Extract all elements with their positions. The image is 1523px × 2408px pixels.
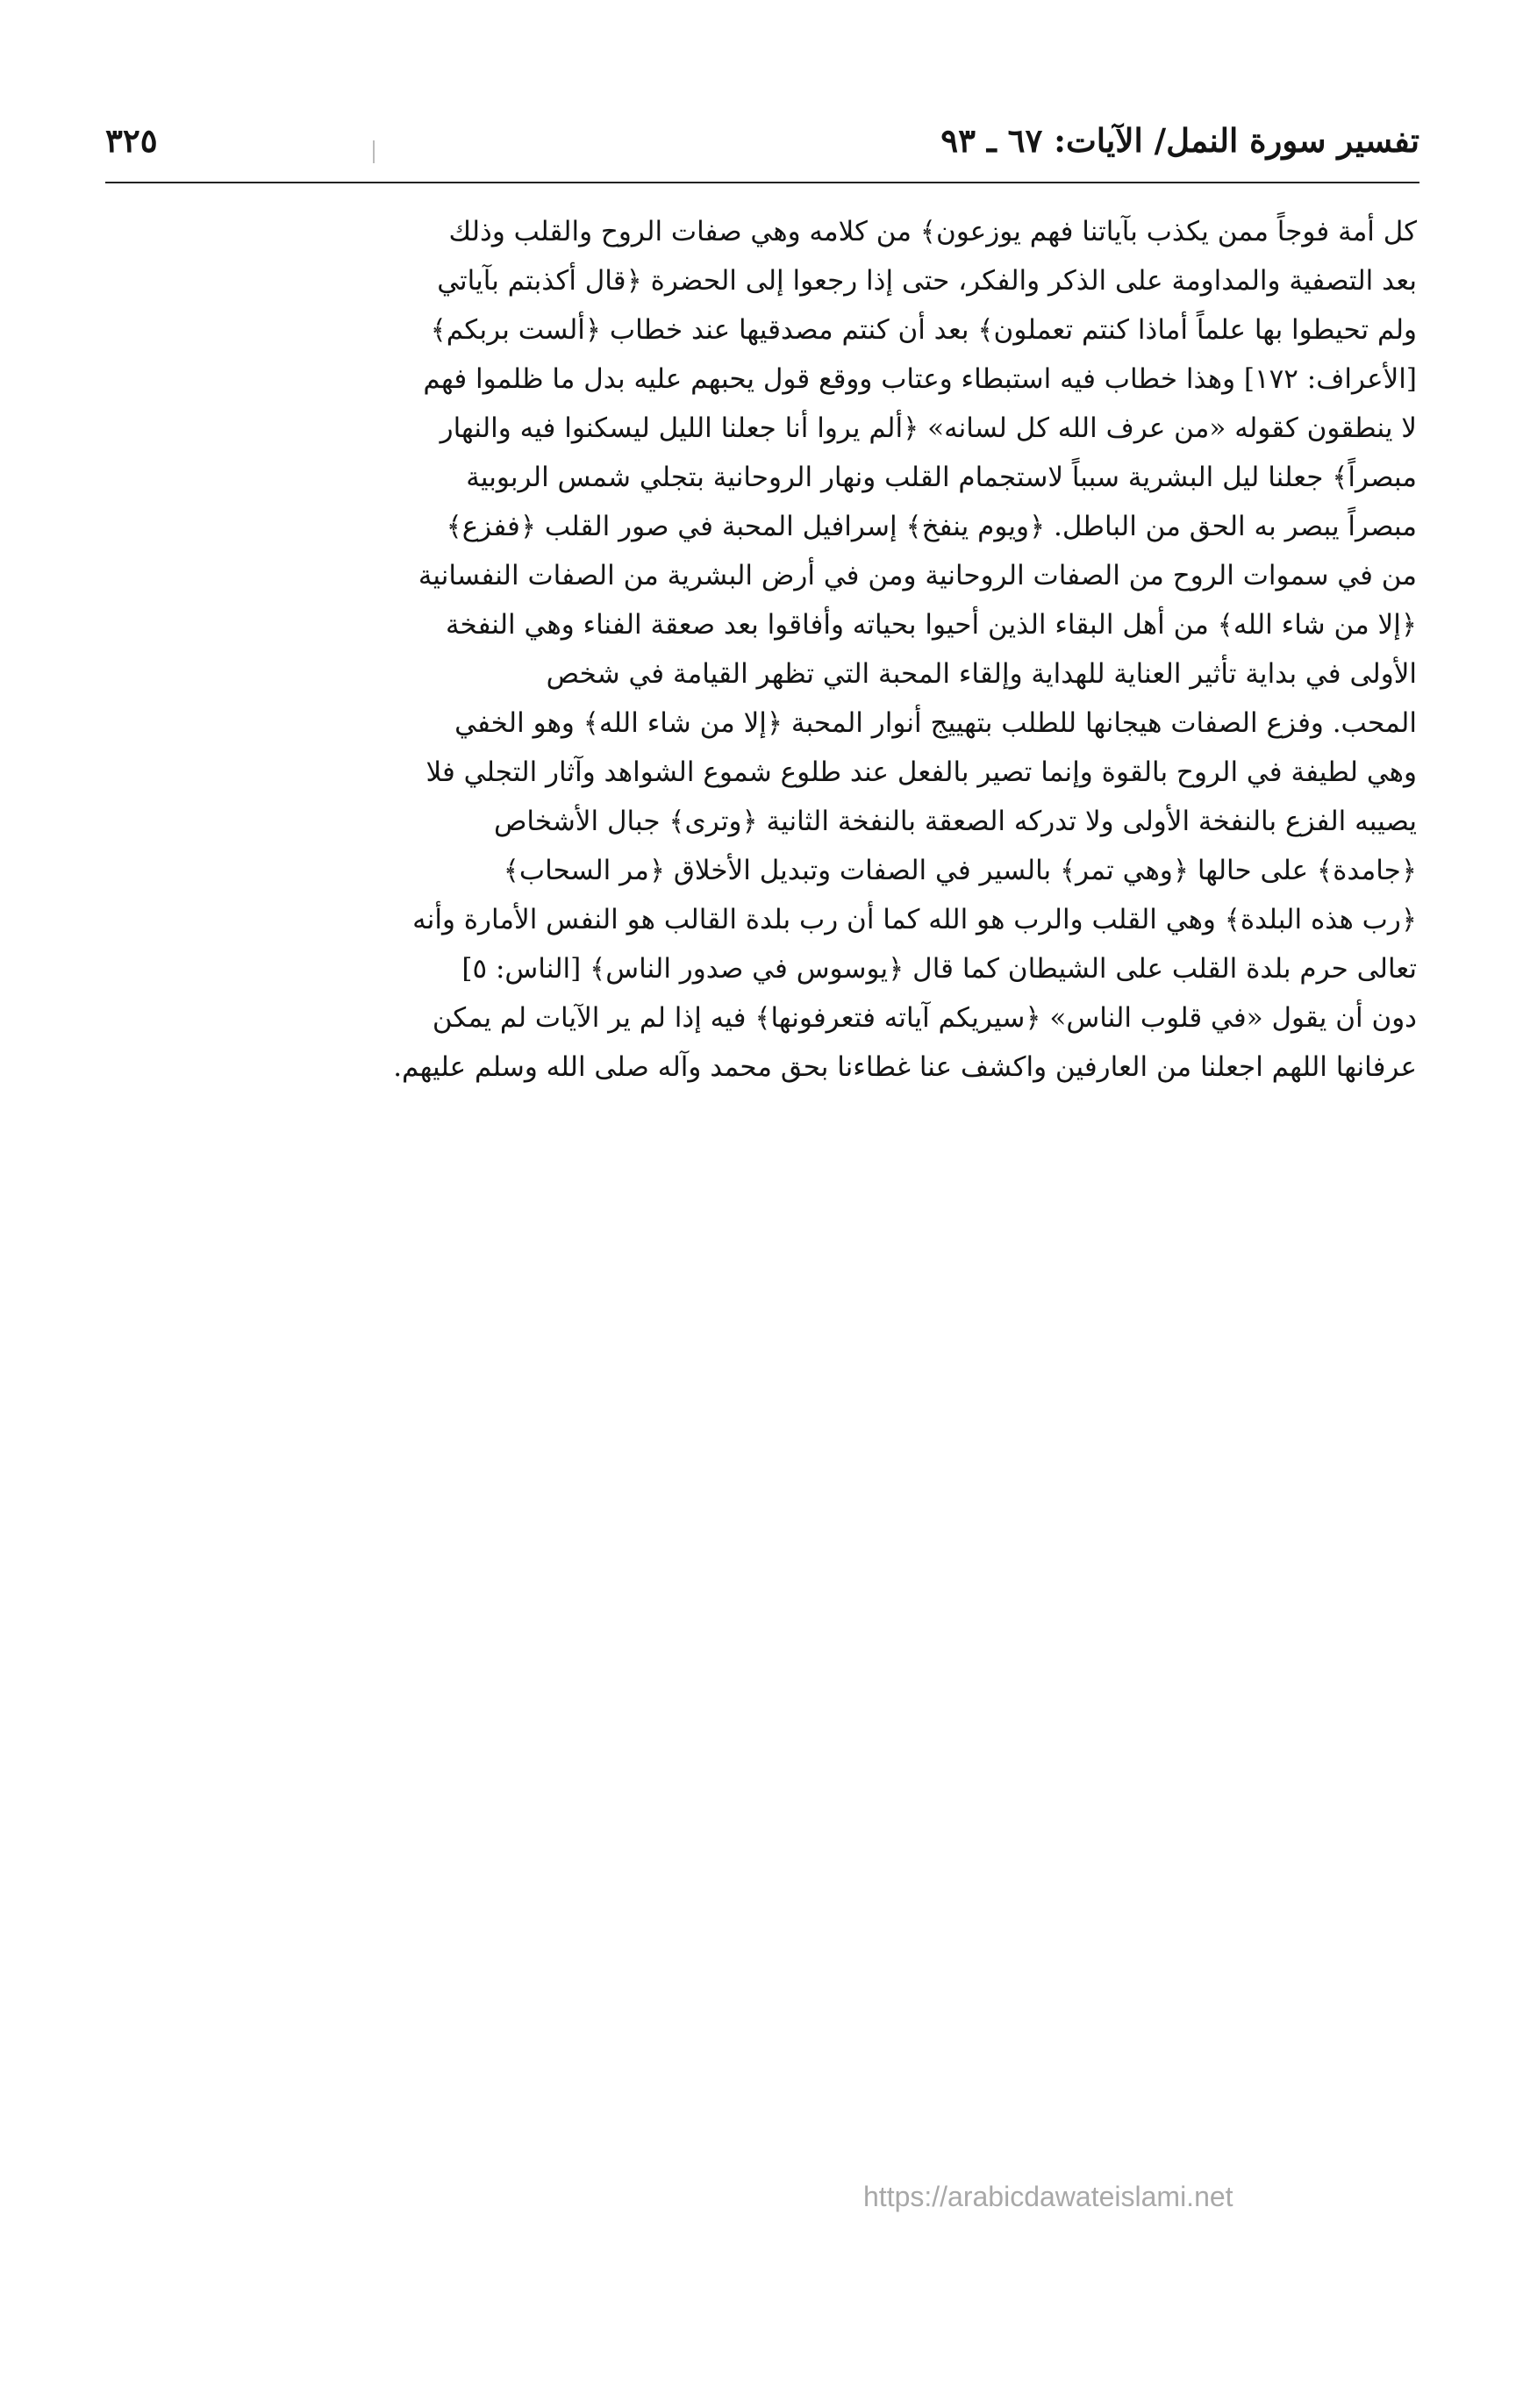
page-header xyxy=(105,105,1419,184)
text-line: يصيبه الفزع بالنفخة الأولى ولا تدركه الصعقة بالنفخة الثانية ﴿وترى﴾ جبال الأشخاص xyxy=(493,806,1417,837)
text-line: ﴿رب هذه البلدة﴾ وهي القلب والرب هو الله كما أن رب بلدة القالب هو النفس الأمارة وأنه xyxy=(412,904,1417,935)
text-line: كل أمة فوجاً ممن يكذب بآياتنا فهم يوزعون﴾ من كلامه وهي صفات الروح والقلب وذلك xyxy=(448,216,1417,247)
header-divider xyxy=(105,182,1419,183)
text-line: ﴿إلا من شاء الله﴾ من أهل البقاء الذين أحيوا بحياته وأفاقوا بعد صعقة الفناء وهي النفخة xyxy=(445,609,1417,641)
text-line: [الأعراف: ١٧٢] وهذا خطاب فيه استبطاء وعتاب ووقع قول يحبهم عليه بدل ما ظلموا فهم xyxy=(423,363,1417,395)
page-number: ٣٢٥ xyxy=(105,121,158,160)
text-line: تعالى حرم بلدة القلب على الشيطان كما قال ﴿يوسوس في صدور الناس﴾ [الناس: ٥] xyxy=(461,953,1417,985)
text-line: بعد التصفية والمداومة على الذكر والفكر، حتى إذا رجعوا إلى الحضرة ﴿قال أكذبتم بآياتي xyxy=(437,265,1417,297)
text-line: من في سموات الروح من الصفات الروحانية ومن في أرض البشرية من الصفات النفسانية xyxy=(418,560,1417,591)
watermark-url: https://arabicdawateislami.net xyxy=(863,2181,1233,2212)
text-line: وهي لطيفة في الروح بالقوة وإنما تصير بالفعل عند طلوع شموع الشواهد وآثار التجلي فلا xyxy=(425,756,1417,788)
text-line: المحب. وفزع الصفات هيجانها للطلب بتهييج أنوار المحبة ﴿إلا من شاء الله﴾ وهو الخفي xyxy=(454,707,1417,739)
body-text xyxy=(110,207,1417,1092)
text-line: مبصراً﴾ جعلنا ليل البشرية سبباً لاستجمام القلب ونهار الروحانية بتجلي شمس الربوبية xyxy=(466,462,1417,493)
text-line: عرفانها اللهم اجعلنا من العارفين واكشف عنا غطاءنا بحق محمد وآله صلى الله وسلم عليهم. xyxy=(393,1051,1417,1083)
text-line: لا ينطقون كقوله «من عرف الله كل لسانه» ﴿ألم يروا أنا جعلنا الليل ليسكنوا فيه والنهار xyxy=(440,412,1417,444)
running-title: تفسير سورة النمل/ الآيات: ٦٧ ـ ٩٣ xyxy=(940,121,1419,160)
text-line: دون أن يقول «في قلوب الناس» ﴿سيريكم آياته فتعرفونها﴾ فيه إذا لم ير الآيات لم يمكن xyxy=(432,1002,1417,1034)
text-line: ﴿جامدة﴾ على حالها ﴿وهي تمر﴾ بالسير في الصفات وتبديل الأخلاق ﴿مر السحاب﴾ xyxy=(503,855,1417,886)
scan-mark xyxy=(373,140,375,163)
text-line: مبصراً يبصر به الحق من الباطل. ﴿ويوم ينفخ﴾ إسرافيل المحبة في صور القلب ﴿ففزع﴾ xyxy=(446,511,1417,542)
text-line: الأولى في بداية تأثير العناية للهداية وإلقاء المحبة التي تظهر القيامة في شخص xyxy=(546,658,1417,690)
text-line: ولم تحيطوا بها علماً أماذا كنتم تعملون﴾ بعد أن كنتم مصدقيها عند خطاب ﴿ألست بربكم﴾ xyxy=(430,314,1417,346)
